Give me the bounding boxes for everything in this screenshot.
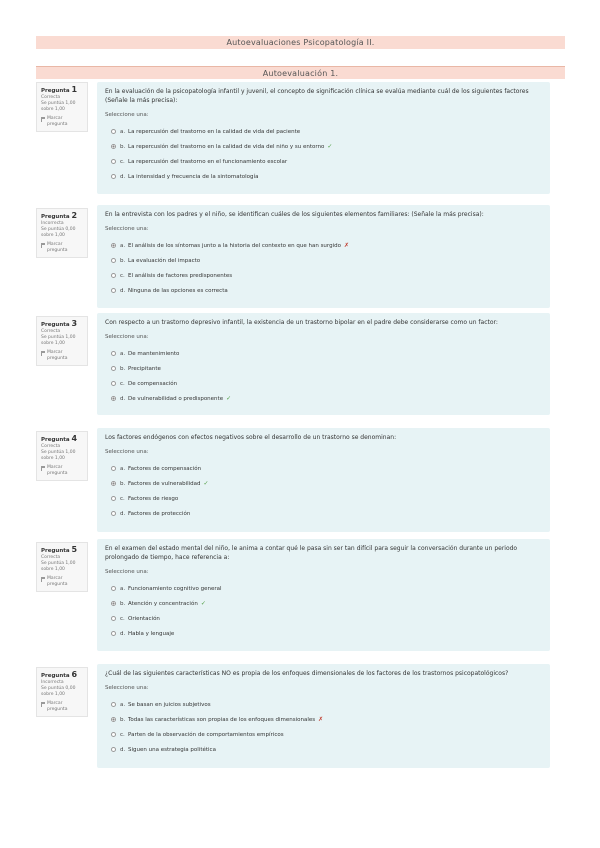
question-box-1 [97, 82, 550, 194]
flag-question-button[interactable] [41, 576, 83, 588]
question-number [41, 435, 83, 444]
radio-button[interactable] [111, 144, 116, 149]
radio-button[interactable] [111, 273, 116, 278]
check-icon: ✓ [200, 600, 206, 607]
option-text: Factores de compensación [128, 465, 202, 472]
section-title-banner [36, 66, 565, 79]
question-info-2 [36, 208, 88, 258]
answer-option[interactable] [105, 361, 542, 376]
flag-question-button[interactable] [41, 701, 83, 713]
answer-option[interactable] [105, 268, 542, 283]
answer-option[interactable] [105, 506, 542, 521]
question-number [41, 212, 83, 221]
question-info-3 [36, 316, 88, 366]
option-text: Se basan en juicios subjetivos [128, 701, 211, 708]
section-title: Autoevaluación 1. [262, 69, 339, 78]
option-letter: a. [120, 585, 126, 592]
answer-option[interactable] [105, 742, 542, 757]
answer-option[interactable] [105, 697, 542, 712]
option-letter: b. [120, 143, 126, 150]
radio-button[interactable] [111, 586, 116, 591]
question-box-6 [97, 664, 550, 768]
radio-button[interactable] [111, 466, 116, 471]
flag-label: Marcar pregunta [47, 701, 68, 712]
question-score: Se puntúa 1,00 sobre 1,00 [41, 450, 76, 461]
radio-button[interactable] [111, 288, 116, 293]
radio-button[interactable] [111, 258, 116, 263]
option-text: La repercusión del trastorno en la calidad de vida del paciente [128, 128, 301, 135]
radio-button[interactable] [111, 496, 116, 501]
question-info-4 [36, 431, 88, 481]
question-number-value: 1 [71, 85, 78, 94]
option-text: De compensación [128, 380, 178, 387]
option-letter: d. [120, 630, 126, 637]
question-number-value: 4 [71, 434, 78, 443]
answer-option[interactable] [105, 476, 542, 491]
question-info-1 [36, 82, 88, 132]
option-text: Factores de riesgo [128, 495, 179, 502]
radio-button[interactable] [111, 601, 116, 606]
question-number-value: 5 [71, 545, 78, 554]
select-one-label: Seleccione una: [105, 226, 149, 232]
option-text: De mantenimiento [128, 350, 180, 357]
question-number-prefix: Pregunta [41, 88, 70, 94]
question-number [41, 671, 83, 680]
radio-button[interactable] [111, 174, 116, 179]
option-text: Ninguna de las opciones es correcta [128, 287, 228, 294]
question-score: Se puntúa 1,00 sobre 1,00 [41, 335, 76, 346]
question-score: Se puntúa 1,00 sobre 1,00 [41, 561, 76, 572]
flag-question-button[interactable] [41, 465, 83, 477]
option-letter: a. [120, 128, 126, 135]
option-letter: d. [120, 746, 126, 753]
question-text: En el examen del estado mental del niño, le anima a contar qué le pasa sin ser tan difícil para seguir la conversación durante un periodo prolongado de tiempo, hace referencia a: [105, 545, 518, 561]
answer-option[interactable] [105, 611, 542, 626]
question-box-5 [97, 539, 550, 651]
question-text: Los factores endógenos con efectos negativos sobre el desarrollo de un trastorno se denominan: [105, 434, 397, 441]
option-letter: b. [120, 480, 126, 487]
option-letter: d. [120, 287, 126, 294]
cross-icon: ✗ [343, 242, 349, 249]
radio-button[interactable] [111, 511, 116, 516]
option-letter: d. [120, 510, 126, 517]
question-info-6 [36, 667, 88, 717]
option-text: Todas las características son propias de los enfoques dimensionales [128, 716, 316, 723]
radio-button[interactable] [111, 616, 116, 621]
option-text: La repercusión del trastorno en el funcionamiento escolar [128, 158, 288, 165]
option-letter: c. [120, 615, 125, 622]
question-text: En la entrevista con los padres y el niño, se identifican cuáles de los siguientes elementos familiares: (Señale la más precisa): [105, 211, 484, 218]
answer-option[interactable] [105, 346, 542, 361]
flag-label: Marcar pregunta [47, 242, 68, 253]
option-letter: c. [120, 495, 125, 502]
flag-label: Marcar pregunta [47, 116, 68, 127]
option-letter: a. [120, 465, 126, 472]
option-text: Factores de protección [128, 510, 191, 517]
radio-button[interactable] [111, 351, 116, 356]
select-one-label: Seleccione una: [105, 334, 149, 340]
radio-button[interactable] [111, 129, 116, 134]
option-text: Factores de vulnerabilidad [128, 480, 201, 487]
question-status: Correcta [41, 444, 61, 449]
question-status: Incorrecta [41, 680, 64, 685]
option-text: La intensidad y frecuencia de la sintomatología [128, 173, 259, 180]
question-status: Correcta [41, 555, 61, 560]
answer-option[interactable] [105, 626, 542, 641]
question-number [41, 320, 83, 329]
radio-button[interactable] [111, 481, 116, 486]
flag-question-button[interactable] [41, 242, 83, 254]
question-box-4 [97, 428, 550, 532]
radio-button[interactable] [111, 732, 116, 737]
option-text: Orientación [128, 615, 160, 622]
answer-option[interactable] [105, 391, 542, 406]
question-info-5 [36, 542, 88, 592]
answer-option[interactable] [105, 169, 542, 184]
question-number [41, 546, 83, 555]
option-text: Atención y concentración [128, 600, 198, 607]
option-text: El análisis de los síntomas junto a la historia del contexto en que han surgido [128, 242, 341, 249]
flag-label: Marcar pregunta [47, 576, 68, 587]
option-text: Funcionamiento cognitivo general [128, 585, 222, 592]
option-letter: b. [120, 600, 126, 607]
answer-option[interactable] [105, 238, 542, 253]
answer-option[interactable] [105, 727, 542, 742]
radio-button[interactable] [111, 366, 116, 371]
option-text: Siguen una estrategia politética [128, 746, 216, 753]
option-letter: a. [120, 350, 126, 357]
option-letter: a. [120, 701, 126, 708]
option-text: La evaluación del impacto [128, 257, 201, 264]
page-title-banner [36, 36, 565, 49]
flag-label: Marcar pregunta [47, 465, 68, 476]
question-text: Con respecto a un trastorno depresivo infantil, la existencia de un trastorno bipolar en el padre debe considerarse como un factor: [105, 319, 498, 326]
radio-button[interactable] [111, 381, 116, 386]
radio-button[interactable] [111, 631, 116, 636]
option-text: Parten de la observación de comportamientos empíricos [128, 731, 284, 738]
question-text: En la evaluación de la psicopatología infantil y juvenil, el concepto de significación clínica se evalúa mediante cuál de los siguientes factores (Señale la más precisa): [105, 88, 529, 104]
cross-icon: ✗ [318, 716, 324, 723]
question-number-prefix: Pregunta [41, 548, 70, 554]
flag-icon [41, 243, 45, 248]
flag-label: Marcar pregunta [47, 350, 68, 361]
answer-option[interactable] [105, 491, 542, 506]
option-letter: b. [120, 365, 126, 372]
option-text: Habla y lenguaje [128, 630, 175, 637]
select-one-label: Seleccione una: [105, 685, 149, 691]
answer-option[interactable] [105, 712, 542, 727]
option-text: El análisis de factores predisponentes [128, 272, 233, 279]
radio-button[interactable] [111, 702, 116, 707]
flag-icon [41, 702, 45, 707]
option-text: La repercusión del trastorno en la calidad de vida del niño y su entorno [128, 143, 325, 150]
option-letter: b. [120, 716, 126, 723]
option-letter: c. [120, 731, 125, 738]
page-title: Autoevaluaciones Psicopatología II. [226, 38, 375, 47]
answer-option[interactable] [105, 124, 542, 139]
option-letter: b. [120, 257, 126, 264]
answer-option[interactable] [105, 154, 542, 169]
answer-option[interactable] [105, 139, 542, 154]
answer-option[interactable] [105, 596, 542, 611]
question-number-value: 2 [71, 211, 78, 220]
question-box-3 [97, 313, 550, 415]
option-letter: c. [120, 380, 125, 387]
answer-option[interactable] [105, 283, 542, 298]
option-letter: c. [120, 272, 125, 279]
select-one-label: Seleccione una: [105, 449, 149, 455]
radio-button[interactable] [111, 396, 116, 401]
question-score: Se puntúa 1,00 sobre 1,00 [41, 101, 76, 112]
answer-option[interactable] [105, 253, 542, 268]
question-score: Se puntúa 0,00 sobre 1,00 [41, 686, 76, 697]
flag-question-button[interactable] [41, 350, 83, 362]
option-letter: c. [120, 158, 125, 165]
flag-icon [41, 466, 45, 471]
question-number-prefix: Pregunta [41, 322, 70, 328]
option-letter: a. [120, 242, 126, 249]
radio-button[interactable] [111, 747, 116, 752]
question-number-prefix: Pregunta [41, 437, 70, 443]
flag-icon [41, 117, 45, 122]
radio-button[interactable] [111, 717, 116, 722]
question-box-2 [97, 205, 550, 308]
flag-question-button[interactable] [41, 116, 83, 128]
question-status: Correcta [41, 329, 61, 334]
option-text: De vulnerabilidad o predisponente [128, 395, 224, 402]
option-letter: d. [120, 395, 126, 402]
flag-icon [41, 577, 45, 582]
check-icon: ✓ [226, 395, 232, 402]
answer-option[interactable] [105, 461, 542, 476]
select-one-label: Seleccione una: [105, 112, 149, 118]
radio-button[interactable] [111, 159, 116, 164]
answer-option[interactable] [105, 581, 542, 596]
radio-button[interactable] [111, 243, 116, 248]
question-number-prefix: Pregunta [41, 214, 70, 220]
check-icon: ✓ [327, 143, 333, 150]
option-text: Precipitante [128, 365, 161, 372]
select-one-label: Seleccione una: [105, 569, 149, 575]
question-number-value: 3 [71, 319, 78, 328]
question-status: Correcta [41, 95, 61, 100]
question-status: Incorrecta [41, 221, 64, 226]
option-letter: d. [120, 173, 126, 180]
check-icon: ✓ [203, 480, 209, 487]
flag-icon [41, 351, 45, 356]
question-number [41, 86, 83, 95]
question-text: ¿Cuál de las siguientes características NO es propia de los enfoques dimensionales de los factores de los trastornos psicopatológicos? [105, 670, 509, 677]
question-number-value: 6 [71, 670, 78, 679]
answer-option[interactable] [105, 376, 542, 391]
question-score: Se puntúa 0,00 sobre 1,00 [41, 227, 76, 238]
question-number-prefix: Pregunta [41, 673, 70, 679]
